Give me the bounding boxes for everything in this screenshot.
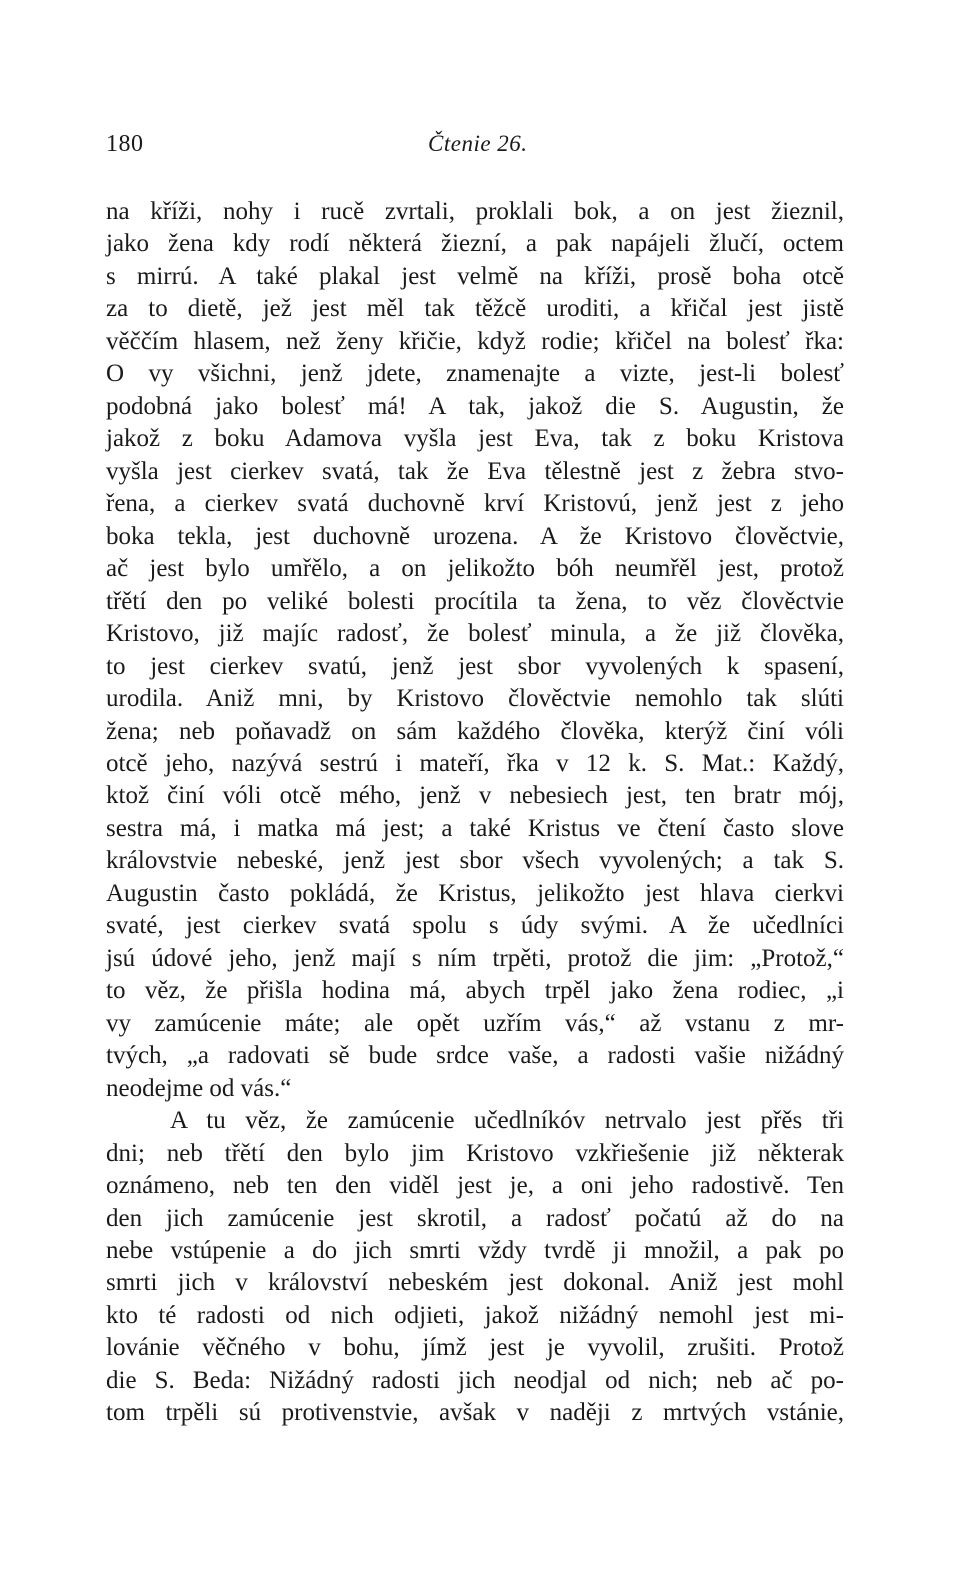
text-line: podobná jako bolesť má! A tak, jakož die S. Augustin, že xyxy=(106,392,844,420)
text-line: O vy všichni, jenž jdete, znamenajte a vizte, jest-li bolesť xyxy=(106,360,844,388)
text-line: jsú údové jeho, jenž mají s ním trpěti, protož die jim: „Protož,“ xyxy=(106,944,844,972)
text-line: ktož činí vóli otcě mého, jenž v nebesiech jest, ten bratr mój, xyxy=(106,782,844,810)
text-line: jako žena kdy rodí některá žiezní, a pak napájeli žlučí, octem xyxy=(106,230,844,258)
text-line: die S. Beda: Nižádný radosti jich neodjal od nich; neb ač po- xyxy=(106,1366,844,1394)
text-line: tom trpěli sú protivenstvie, avšak v naději z mrtvých vstánie, xyxy=(106,1399,844,1427)
text-line: svaté, jest cierkev svatá spolu s údy svými. A že učedlníci xyxy=(106,912,844,940)
text-line: otcě jeho, nazývá sestrú i mateří, řka v 12 k. S. Mat.: Každý, xyxy=(106,749,844,777)
paragraph xyxy=(106,196,844,1105)
body-text xyxy=(106,196,844,1430)
text-line: neodejme od vás.“ xyxy=(106,1074,292,1102)
text-line: ač jest bylo umřělo, a on jelikožto bóh neumřěl jest, protož xyxy=(106,555,844,583)
text-line: oznámeno, neb ten den viděl jest je, a oni jeho radostivě. Ten xyxy=(106,1172,844,1200)
text-line: tvých, „a radovati sě bude srdce vaše, a radosti vašie nižádný xyxy=(106,1042,844,1070)
text-line: urodila. Aniž mni, by Kristovo člověctvie nemohlo tak slúti xyxy=(106,685,844,713)
page-number: 180 xyxy=(106,131,144,157)
text-line: dni; neb třětí den bylo jim Kristovo vzkřiešenie již některak xyxy=(106,1139,844,1167)
page-header xyxy=(104,128,842,168)
text-line: sestra má, i matka má jest; a také Kristus ve čtení často slove xyxy=(106,814,844,842)
text-line: vyšla jest cierkev svatá, tak že Eva tělestně jest z žebra stvo- xyxy=(106,457,844,485)
running-head: Čtenie 26. xyxy=(428,131,528,156)
text-line: žena; neb poňavadž on sám každého člověka, kterýž činí vóli xyxy=(106,717,844,745)
text-line: boka tekla, jest duchovně urozena. A že Kristovo člověctvie, xyxy=(106,522,844,550)
text-line: řena, a cierkev svatá duchovně krví Kristovú, jenž jest z jeho xyxy=(106,490,844,518)
text-line: věččím hlasem, než ženy křičie, když rodie; křičel na bolesť řka: xyxy=(106,327,844,355)
text-line: královstvie nebeské, jenž jest sbor všech vyvolených; a tak S. xyxy=(106,847,844,875)
text-line: lovánie věčného v bohu, jímž jest je vyvolil, zrušiti. Protož xyxy=(106,1334,844,1362)
text-line: za to dietě, jež jest měl tak těžcě uroditi, a křičal jest jistě xyxy=(106,295,844,323)
text-line: s mirrú. A také plakal jest velmě na kříži, prosě boha otcě xyxy=(106,262,844,290)
text-line: A tu věz, že zamúcenie učedlníkóv netrvalo jest přěs tři xyxy=(170,1107,844,1135)
text-line: na kříži, nohy i rucě zvrtali, proklali bok, a on jest žieznil, xyxy=(106,198,844,225)
paragraph xyxy=(106,1105,844,1430)
text-line: nebe vstúpenie a do jich smrti vždy tvrdě ji množil, a pak po xyxy=(106,1237,844,1264)
text-line: to jest cierkev svatú, jenž jest sbor vyvolených k spasení, xyxy=(106,652,844,680)
text-line: Augustin často pokládá, že Kristus, jelikožto jest hlava cierkvi xyxy=(106,879,844,907)
text-line: jakož z boku Adamova vyšla jest Eva, tak z boku Kristova xyxy=(106,425,844,453)
text-line: kto té radosti od nich odjieti, jakož nižádný nemohl jest mi- xyxy=(106,1301,844,1329)
text-line: smrti jich v království nebeském jest dokonal. Aniž jest mohl xyxy=(106,1269,844,1297)
text-line: Kristovo, již majíc radosť, že bolesť minula, a že již člověka, xyxy=(106,620,844,648)
text-line: třětí den po veliké bolesti procítila ta žena, to věz člověctvie xyxy=(106,587,844,615)
text-line: to věz, že přišla hodina má, abych trpěl jako žena rodiec, „i xyxy=(106,977,844,1005)
text-line: vy zamúcenie máte; ale opět uzřím vás,“ až vstanu z mr- xyxy=(106,1009,844,1037)
text-line: den jich zamúcenie jest skrotil, a radosť počatú až do na xyxy=(106,1204,844,1232)
